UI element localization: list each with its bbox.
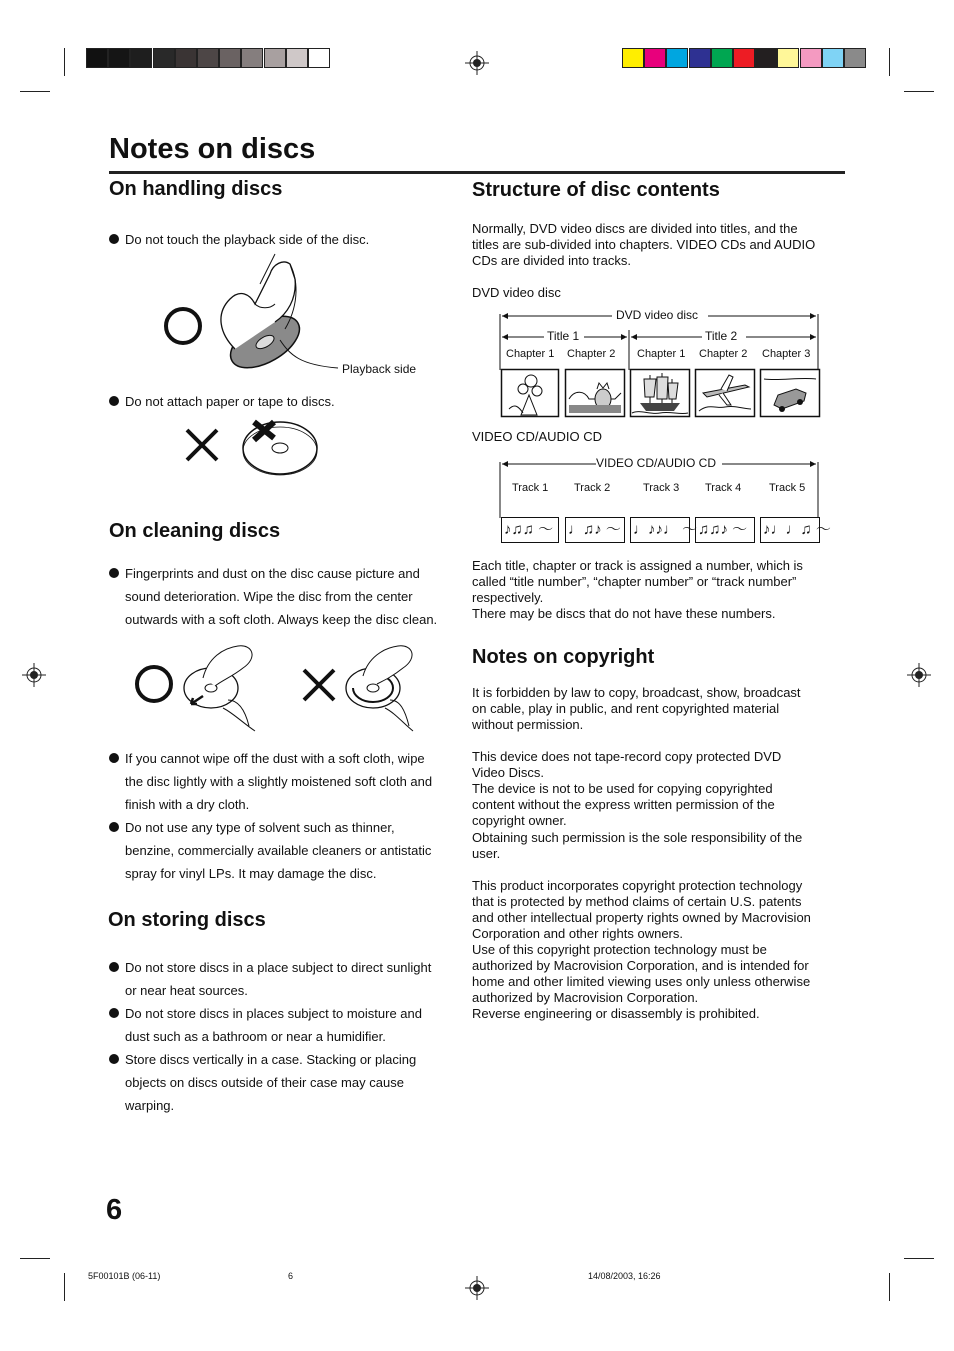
track-label: Track 5 xyxy=(769,482,806,494)
color-swatch xyxy=(219,48,241,68)
structure-heading: Structure of disc contents xyxy=(472,179,720,201)
track-label: Track 1 xyxy=(512,482,549,494)
storing-bullet-2: Do not store discs in places subject to moisture and dust such as a bathroom or near a humidifier. xyxy=(109,1002,439,1048)
crop-mark xyxy=(889,1273,890,1301)
dvd-span-label: DVD video disc xyxy=(616,308,699,322)
color-swatch xyxy=(130,48,152,68)
chapter-thumbnail-airplane xyxy=(695,369,755,417)
title-2-label: Title 2 xyxy=(705,329,738,343)
numbers-text-2: There may be discs that do not have these numbers. xyxy=(472,606,776,621)
color-swatch xyxy=(822,48,844,68)
color-swatch xyxy=(844,48,866,68)
storing-bullet-3: Store discs vertically in a case. Stacking or placing objects on discs outside of their case may cause warping. xyxy=(109,1048,439,1117)
track-music-box: ♩♫♪ ～ xyxy=(565,517,625,543)
cleaning-heading: On cleaning discs xyxy=(109,520,281,542)
track-music-box: ♩♪♪♩ ～ xyxy=(630,517,690,543)
page-title: Notes on discs xyxy=(109,133,316,165)
footer-code: 5F00101B (06-11) xyxy=(88,1271,161,1281)
copyright-p2b: The device is not to be used for copying copyrighted content without the express written permission of the copyright owner. xyxy=(472,781,775,828)
crop-mark xyxy=(64,48,65,76)
wrong-cross-icon xyxy=(302,668,336,702)
handling-bullet-2: Do not attach paper or tape to discs. xyxy=(109,390,449,413)
dvd-disc-label: DVD video disc xyxy=(472,285,561,300)
color-swatch xyxy=(241,48,263,68)
footer-date: 14/08/2003, 16:26 xyxy=(588,1271,661,1281)
chapter-thumbnail-cat xyxy=(565,369,625,417)
crop-mark xyxy=(889,48,890,76)
copyright-p2a: This device does not tape-record copy protected DVD Video Discs. xyxy=(472,749,782,780)
wipe-circular-illustration xyxy=(343,638,423,732)
color-swatch xyxy=(622,48,644,68)
color-swatch xyxy=(153,48,175,68)
color-swatch xyxy=(86,48,108,68)
color-swatch xyxy=(800,48,822,68)
crop-mark xyxy=(64,1273,65,1301)
crop-mark xyxy=(20,91,50,92)
handling-heading: On handling discs xyxy=(109,178,283,200)
color-swatch xyxy=(108,48,130,68)
wrong-cross-icon xyxy=(185,428,219,462)
color-swatch xyxy=(175,48,197,68)
chapter-label: Chapter 2 xyxy=(567,348,616,360)
registration-mark-icon xyxy=(465,51,489,75)
chapter-thumbnail-flowers xyxy=(501,369,559,417)
color-swatch xyxy=(711,48,733,68)
registration-mark-icon xyxy=(465,1276,489,1300)
chapter-thumbnail-car xyxy=(760,369,820,417)
storing-heading: On storing discs xyxy=(108,909,266,931)
color-swatch xyxy=(666,48,688,68)
handling-bullet-1: Do not touch the playback side of the disc. xyxy=(109,228,449,251)
chapter-thumbnail-ship xyxy=(630,369,690,417)
chapter-label: Chapter 1 xyxy=(506,348,555,360)
copyright-p2c: Obtaining such permission is the sole responsibility of the user. xyxy=(472,830,803,861)
correct-circle-icon xyxy=(134,664,176,706)
playback-side-pointer xyxy=(280,340,340,370)
track-label: Track 3 xyxy=(643,482,680,494)
storing-bullet-1: Do not store discs in a place subject to direct sunlight or near heat sources. xyxy=(109,956,439,1002)
track-music-box: ♫♫♪ ～ xyxy=(695,517,755,543)
copyright-p3a: This product incorporates copyright protection technology that is protected by method claims of certain U.S. patents and other intellectual property rights owned by Macrovision Corporation and other rights owners. xyxy=(472,878,811,941)
numbers-text: Each title, chapter or track is assigned a number, which is called “title number”, “chapter number” or “track number” respectively. xyxy=(472,558,803,605)
title-rule xyxy=(109,171,845,174)
cleaning-bullet-3: Do not use any type of solvent such as thinner, benzine, commercially available cleaners or antistatic spray for vinyl LPs. It may damage the disc. xyxy=(109,816,439,885)
correct-circle-icon xyxy=(163,306,205,348)
chapter-label: Chapter 1 xyxy=(637,348,686,360)
track-label: Track 2 xyxy=(574,482,611,494)
registration-mark-icon xyxy=(22,663,46,687)
chapter-label: Chapter 3 xyxy=(762,348,811,360)
copyright-heading: Notes on copyright xyxy=(472,646,655,668)
track-music-box: ♪♫♫ ～ xyxy=(501,517,559,543)
cleaning-bullet-1: Fingerprints and dust on the disc cause picture and sound deterioration. Wipe the disc from the center outwards with a soft cloth. Always keep the disc clean. xyxy=(109,562,439,631)
page-number: 6 xyxy=(106,1194,123,1226)
color-swatch xyxy=(264,48,286,68)
chapter-label: Chapter 2 xyxy=(699,348,748,360)
crop-mark xyxy=(20,1258,50,1259)
color-swatch xyxy=(733,48,755,68)
color-swatch xyxy=(197,48,219,68)
registration-mark-icon xyxy=(907,663,931,687)
color-swatch xyxy=(308,48,330,68)
footer-page: 6 xyxy=(288,1271,294,1281)
copyright-p3b: Use of this copyright protection technology must be authorized by Macrovision Corporation, and is intended for home and other limited viewing uses only unless otherwise authorized by Macrovision Corporation. xyxy=(472,942,811,1005)
crop-mark xyxy=(904,91,934,92)
color-swatch xyxy=(644,48,666,68)
track-label: Track 4 xyxy=(705,482,742,494)
cleaning-bullet-2: If you cannot wipe off the dust with a soft cloth, wipe the disc lightly with a slightly moistened soft cloth and finish with a dry cloth. xyxy=(109,747,439,816)
wipe-outward-illustration xyxy=(183,638,263,732)
crop-mark xyxy=(904,1258,934,1259)
vcd-span-label: VIDEO CD/AUDIO CD xyxy=(596,456,717,470)
color-swatch xyxy=(286,48,308,68)
structure-intro: Normally, DVD video discs are divided into titles, and the titles are sub-divided into chapters. VIDEO CDs and AUDIO CDs are divided into tracks. xyxy=(472,221,816,268)
title-1-label: Title 1 xyxy=(547,329,580,343)
color-swatch xyxy=(689,48,711,68)
track-music-box: ♪♩♩♫ ～ xyxy=(760,517,820,543)
copyright-p3c: Reverse engineering or disassembly is prohibited. xyxy=(472,1006,760,1021)
vcd-disc-label: VIDEO CD/AUDIO CD xyxy=(472,429,603,444)
copyright-p1: It is forbidden by law to copy, broadcast, show, broadcast on cable, play in public, and rent copyrighted material without permission. xyxy=(472,685,801,732)
color-swatch xyxy=(777,48,799,68)
color-swatch xyxy=(755,48,777,68)
disc-with-tape-illustration xyxy=(240,418,320,478)
playback-side-label: Playback side xyxy=(342,362,417,376)
